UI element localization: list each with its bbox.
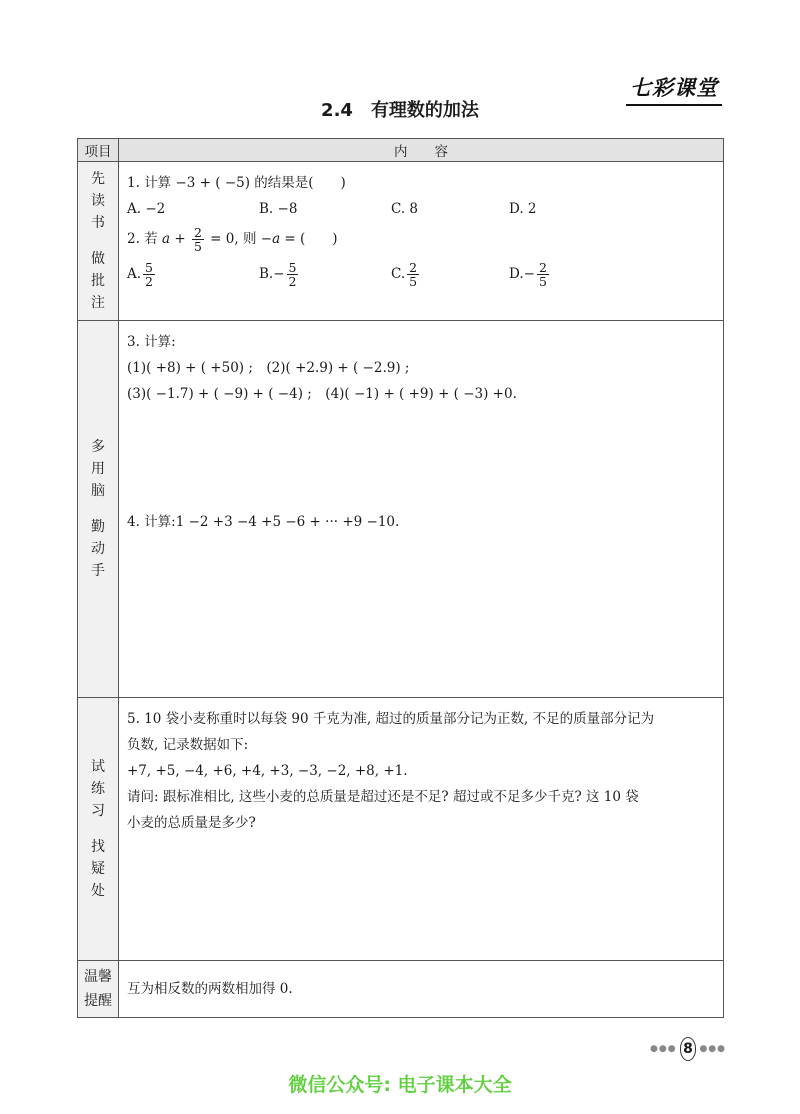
side-label-char: 试 <box>91 759 105 775</box>
row-tip <box>78 961 724 1018</box>
q2-tail: = ( ) <box>280 231 338 247</box>
section-name: 有理数的加法 <box>370 100 479 121</box>
fraction-denominator: 5 <box>538 274 547 289</box>
brand-logo-text: 七彩课堂 <box>630 76 718 100</box>
label-gap <box>78 822 118 836</box>
label-gap <box>78 234 118 248</box>
q1-option-d: D. 2 <box>509 201 537 217</box>
worksheet-table <box>77 138 724 1018</box>
q2-prefix: 2. 若 <box>127 231 162 247</box>
q2-var2: a <box>272 231 281 247</box>
fraction-denominator: 5 <box>409 274 418 289</box>
q2-frac-num: 2 <box>193 225 202 240</box>
side-label-char: 注 <box>91 295 105 311</box>
q2-suffix: = 0, 则 − <box>205 231 273 247</box>
side-label-char: 疑 <box>91 861 105 877</box>
q2-option-label: A. <box>127 266 142 282</box>
q1-option-b: B. −8 <box>259 201 298 217</box>
label-gap <box>78 502 118 516</box>
section-title <box>0 96 800 122</box>
side-label-char: 练 <box>91 781 105 797</box>
header-content: 内 容 <box>119 139 724 162</box>
row-practice <box>78 698 724 961</box>
table-header-row <box>78 139 724 162</box>
q2-var: a <box>161 231 171 247</box>
question-5-line-3: 请问: 跟标准相比, 这些小麦的总质量是超过还是不足? 超过或不足多少千克? 这 10 袋 <box>127 789 639 805</box>
row-label-think <box>78 321 119 698</box>
row-content-think <box>119 321 724 698</box>
q1-option-a: A. −2 <box>127 201 166 217</box>
side-label-char: 先 <box>91 171 105 187</box>
decor-dots-left: ●●● <box>650 1044 677 1054</box>
q2-option-label: D. <box>509 266 524 282</box>
watermark: 微信公众号: 电子课本大全 <box>288 1074 512 1096</box>
side-label-char: 提醒 <box>84 993 112 1009</box>
q2-option-d <box>509 261 629 288</box>
fraction-numerator: 5 <box>145 260 153 275</box>
fraction-numerator: 2 <box>538 260 547 275</box>
side-label-char: 做 <box>91 251 105 267</box>
fraction-denominator: 2 <box>145 274 153 289</box>
question-4: 4. 计算:1 −2 +3 −4 +5 −6 + ··· +9 −10. <box>127 514 400 530</box>
q2-option-label: C. <box>391 266 406 282</box>
header-item: 项目 <box>78 139 119 162</box>
question-3-title: 3. 计算: <box>127 334 176 350</box>
side-label-char: 书 <box>91 215 105 231</box>
q2-option-sign: − <box>523 266 535 282</box>
row-think <box>78 321 724 698</box>
q2-plus: + <box>170 231 190 247</box>
q2-option-a <box>127 261 259 288</box>
side-label-char: 用 <box>91 461 105 477</box>
page-number-badge <box>650 1036 726 1062</box>
row-content-preview <box>119 162 724 321</box>
fraction-numerator: 2 <box>409 260 418 275</box>
question-1: 1. 计算 −3 + ( −5) 的结果是( ) <box>127 175 346 191</box>
side-label-char: 处 <box>91 883 105 899</box>
question-1-options <box>127 196 715 222</box>
row-preview <box>78 162 724 321</box>
row-label-preview <box>78 162 119 321</box>
q2-option-sign: − <box>273 266 285 282</box>
fraction-denominator: 2 <box>288 274 297 289</box>
q2-option-fraction <box>287 261 299 288</box>
side-label-char: 脑 <box>91 483 105 499</box>
section-number: 2.4 <box>321 100 353 121</box>
question-5-line-4: 小麦的总质量是多少? <box>127 815 256 831</box>
q2-frac-den: 5 <box>193 239 202 254</box>
row-label-tip <box>78 961 119 1018</box>
side-label-char: 习 <box>91 803 105 819</box>
question-5-line-2: 负数, 记录数据如下: <box>127 737 249 753</box>
tip-text: 互为相反数的两数相加得 0. <box>127 981 293 997</box>
q2-fraction <box>192 226 204 253</box>
question-2 <box>127 226 715 253</box>
side-label-char: 动 <box>91 541 105 557</box>
side-label-char: 批 <box>91 273 105 289</box>
question-5-data: +7, +5, −4, +6, +4, +3, −3, −2, +8, +1. <box>127 763 408 779</box>
side-label-char: 手 <box>91 563 105 579</box>
q2-option-b <box>259 261 391 288</box>
decor-dots-right: ●●● <box>699 1044 726 1054</box>
question-3-line-1: (1)( +8) + ( +50) ; (2)( +2.9) + ( −2.9) ; <box>127 360 410 376</box>
question-5-line-1: 5. 10 袋小麦称重时以每袋 90 千克为准, 超过的质量部分记为正数, 不足的质量部分记为 <box>127 711 655 727</box>
side-label-char: 温馨 <box>84 969 112 985</box>
fraction-numerator: 5 <box>288 260 297 275</box>
side-label-char: 读 <box>91 193 105 209</box>
row-label-practice <box>78 698 119 961</box>
q2-option-label: B. <box>259 266 274 282</box>
q2-option-fraction <box>537 261 549 288</box>
q2-option-fraction <box>407 261 419 288</box>
side-label-char: 勤 <box>91 519 105 535</box>
side-label-char: 多 <box>91 439 105 455</box>
row-content-tip <box>119 961 724 1018</box>
row-content-practice <box>119 698 724 961</box>
side-label-char: 找 <box>91 839 105 855</box>
page-number: 8 <box>680 1037 697 1061</box>
question-3-line-2: (3)( −1.7) + ( −9) + ( −4) ; (4)( −1) + ( +9) + ( −3) +0. <box>127 386 517 402</box>
q1-option-c: C. 8 <box>391 201 419 217</box>
q2-option-c <box>391 261 509 288</box>
q2-option-fraction <box>143 261 155 288</box>
question-2-options <box>127 261 715 288</box>
